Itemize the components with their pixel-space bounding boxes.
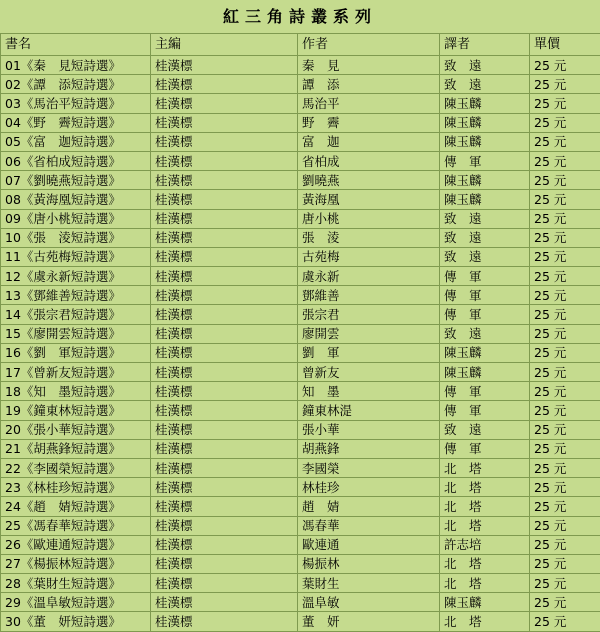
table-row	[1, 439, 600, 458]
table-row	[1, 56, 600, 75]
cell-translator: 北 塔	[440, 478, 530, 497]
cell-editor: 桂漢標	[151, 593, 298, 612]
cell-editor: 桂漢標	[151, 363, 298, 382]
cell-editor: 桂漢標	[151, 516, 298, 535]
cell-price: 25 元	[530, 171, 600, 190]
cell-price: 25 元	[530, 420, 600, 439]
cell-translator: 陳玉麟	[440, 343, 530, 362]
cell-book: 16《劉 軍短詩選》	[1, 343, 151, 362]
cell-translator: 陳玉麟	[440, 94, 530, 113]
cell-book: 27《楊振林短詩選》	[1, 554, 151, 573]
cell-editor: 桂漢標	[151, 554, 298, 573]
cell-book: 15《廖開雲短詩選》	[1, 324, 151, 343]
cell-editor: 桂漢標	[151, 75, 298, 94]
book-table	[0, 33, 600, 632]
table-row	[1, 324, 600, 343]
cell-translator: 北 塔	[440, 458, 530, 477]
cell-editor: 桂漢標	[151, 151, 298, 170]
table-row	[1, 535, 600, 554]
cell-price: 25 元	[530, 439, 600, 458]
cell-author: 胡燕鋒	[298, 439, 440, 458]
cell-price: 25 元	[530, 151, 600, 170]
cell-price: 25 元	[530, 113, 600, 132]
table-row	[1, 267, 600, 286]
cell-translator: 傳 軍	[440, 305, 530, 324]
cell-book: 14《張宗君短詩選》	[1, 305, 151, 324]
cell-book: 24《趙 婧短詩選》	[1, 497, 151, 516]
cell-translator: 致 遠	[440, 56, 530, 75]
table-row	[1, 458, 600, 477]
cell-price: 25 元	[530, 247, 600, 266]
cell-translator: 傳 軍	[440, 267, 530, 286]
header-book: 書名	[1, 34, 151, 56]
cell-price: 25 元	[530, 286, 600, 305]
cell-translator: 致 遠	[440, 420, 530, 439]
cell-author: 張 淩	[298, 228, 440, 247]
header-editor: 主編	[151, 34, 298, 56]
cell-author: 曾新友	[298, 363, 440, 382]
cell-book: 09《唐小桃短詩選》	[1, 209, 151, 228]
table-row	[1, 171, 600, 190]
cell-editor: 桂漢標	[151, 535, 298, 554]
table-row	[1, 420, 600, 439]
header-price: 單價	[530, 34, 600, 56]
cell-editor: 桂漢標	[151, 401, 298, 420]
cell-book: 05《富 迦短詩選》	[1, 132, 151, 151]
table-row	[1, 554, 600, 573]
cell-editor: 桂漢標	[151, 113, 298, 132]
cell-price: 25 元	[530, 478, 600, 497]
cell-translator: 北 塔	[440, 574, 530, 593]
cell-author: 劉 軍	[298, 343, 440, 362]
cell-author: 廖開雲	[298, 324, 440, 343]
cell-editor: 桂漢標	[151, 247, 298, 266]
header-row	[1, 34, 600, 56]
cell-price: 25 元	[530, 343, 600, 362]
table-row	[1, 94, 600, 113]
cell-price: 25 元	[530, 94, 600, 113]
cell-editor: 桂漢標	[151, 132, 298, 151]
cell-author: 譚 添	[298, 75, 440, 94]
cell-author: 溫阜敏	[298, 593, 440, 612]
cell-translator: 北 塔	[440, 612, 530, 631]
table-row	[1, 612, 600, 631]
table-row	[1, 75, 600, 94]
cell-price: 25 元	[530, 305, 600, 324]
cell-book: 20《張小華短詩選》	[1, 420, 151, 439]
cell-author: 富 迦	[298, 132, 440, 151]
cell-translator: 致 遠	[440, 324, 530, 343]
cell-translator: 陳玉麟	[440, 171, 530, 190]
cell-book: 29《溫阜敏短詩選》	[1, 593, 151, 612]
cell-editor: 桂漢標	[151, 382, 298, 401]
table-row	[1, 247, 600, 266]
cell-editor: 桂漢標	[151, 171, 298, 190]
cell-book: 25《馮春華短詩選》	[1, 516, 151, 535]
cell-book: 07《劉曉燕短詩選》	[1, 171, 151, 190]
cell-price: 25 元	[530, 593, 600, 612]
cell-editor: 桂漢標	[151, 612, 298, 631]
cell-book: 19《鐘東林短詩選》	[1, 401, 151, 420]
cell-author: 秦 見	[298, 56, 440, 75]
cell-translator: 陳玉麟	[440, 363, 530, 382]
cell-price: 25 元	[530, 458, 600, 477]
cell-author: 鐘東林湜	[298, 401, 440, 420]
cell-author: 葉財生	[298, 574, 440, 593]
cell-editor: 桂漢標	[151, 56, 298, 75]
cell-translator: 陳玉麟	[440, 132, 530, 151]
table-row	[1, 516, 600, 535]
table-row	[1, 209, 600, 228]
cell-book: 26《歐連通短詩選》	[1, 535, 151, 554]
cell-editor: 桂漢標	[151, 439, 298, 458]
cell-author: 省柏成	[298, 151, 440, 170]
cell-editor: 桂漢標	[151, 574, 298, 593]
cell-editor: 桂漢標	[151, 209, 298, 228]
cell-translator: 許志培	[440, 535, 530, 554]
cell-author: 馮春華	[298, 516, 440, 535]
cell-author: 虞永新	[298, 267, 440, 286]
cell-book: 06《省柏成短詩選》	[1, 151, 151, 170]
cell-author: 黃海凰	[298, 190, 440, 209]
cell-book: 22《李國榮短詩選》	[1, 458, 151, 477]
cell-author: 鄧維善	[298, 286, 440, 305]
cell-book: 10《張 淩短詩選》	[1, 228, 151, 247]
cell-editor: 桂漢標	[151, 420, 298, 439]
cell-book: 12《虞永新短詩選》	[1, 267, 151, 286]
cell-price: 25 元	[530, 190, 600, 209]
cell-price: 25 元	[530, 516, 600, 535]
cell-translator: 北 塔	[440, 516, 530, 535]
cell-book: 02《譚 添短詩選》	[1, 75, 151, 94]
table-row	[1, 497, 600, 516]
cell-editor: 桂漢標	[151, 286, 298, 305]
table-row	[1, 132, 600, 151]
cell-author: 趙 婧	[298, 497, 440, 516]
table-row	[1, 382, 600, 401]
cell-translator: 致 遠	[440, 247, 530, 266]
cell-translator: 北 塔	[440, 554, 530, 573]
cell-editor: 桂漢標	[151, 458, 298, 477]
cell-editor: 桂漢標	[151, 343, 298, 362]
cell-translator: 陳玉麟	[440, 113, 530, 132]
cell-author: 知 墨	[298, 382, 440, 401]
cell-editor: 桂漢標	[151, 497, 298, 516]
page-title: 紅三角詩叢系列	[0, 0, 600, 33]
header-translator: 譯者	[440, 34, 530, 56]
table-row	[1, 343, 600, 362]
table-row	[1, 593, 600, 612]
cell-editor: 桂漢標	[151, 305, 298, 324]
cell-author: 董 妍	[298, 612, 440, 631]
cell-book: 28《葉財生短詩選》	[1, 574, 151, 593]
cell-author: 古苑梅	[298, 247, 440, 266]
cell-price: 25 元	[530, 324, 600, 343]
cell-book: 11《古苑梅短詩選》	[1, 247, 151, 266]
cell-price: 25 元	[530, 554, 600, 573]
cell-price: 25 元	[530, 497, 600, 516]
table-row	[1, 401, 600, 420]
cell-editor: 桂漢標	[151, 267, 298, 286]
cell-translator: 傳 軍	[440, 382, 530, 401]
table-row	[1, 286, 600, 305]
cell-editor: 桂漢標	[151, 324, 298, 343]
cell-author: 歐連通	[298, 535, 440, 554]
cell-price: 25 元	[530, 574, 600, 593]
cell-translator: 致 遠	[440, 209, 530, 228]
cell-price: 25 元	[530, 612, 600, 631]
cell-price: 25 元	[530, 363, 600, 382]
cell-author: 張小華	[298, 420, 440, 439]
table-row	[1, 574, 600, 593]
cell-book: 01《秦 見短詩選》	[1, 56, 151, 75]
cell-author: 林桂珍	[298, 478, 440, 497]
cell-price: 25 元	[530, 228, 600, 247]
cell-translator: 傳 軍	[440, 439, 530, 458]
cell-translator: 傳 軍	[440, 286, 530, 305]
cell-price: 25 元	[530, 535, 600, 554]
cell-translator: 致 遠	[440, 228, 530, 247]
cell-book: 04《野 霽短詩選》	[1, 113, 151, 132]
cell-price: 25 元	[530, 56, 600, 75]
cell-book: 21《胡燕鋒短詩選》	[1, 439, 151, 458]
cell-author: 野 霽	[298, 113, 440, 132]
cell-price: 25 元	[530, 209, 600, 228]
cell-book: 23《林桂珍短詩選》	[1, 478, 151, 497]
cell-author: 馬治平	[298, 94, 440, 113]
table-row	[1, 478, 600, 497]
cell-book: 18《知 墨短詩選》	[1, 382, 151, 401]
cell-translator: 傳 軍	[440, 151, 530, 170]
cell-editor: 桂漢標	[151, 478, 298, 497]
cell-editor: 桂漢標	[151, 228, 298, 247]
cell-author: 劉曉燕	[298, 171, 440, 190]
cell-price: 25 元	[530, 382, 600, 401]
table-row	[1, 151, 600, 170]
table-row	[1, 363, 600, 382]
cell-author: 楊振林	[298, 554, 440, 573]
cell-author: 李國榮	[298, 458, 440, 477]
cell-price: 25 元	[530, 401, 600, 420]
cell-editor: 桂漢標	[151, 190, 298, 209]
cell-editor: 桂漢標	[151, 94, 298, 113]
table-row	[1, 190, 600, 209]
cell-book: 08《黃海凰短詩選》	[1, 190, 151, 209]
cell-book: 30《董 妍短詩選》	[1, 612, 151, 631]
cell-translator: 陳玉麟	[440, 593, 530, 612]
table-row	[1, 305, 600, 324]
cell-price: 25 元	[530, 267, 600, 286]
cell-translator: 傳 軍	[440, 401, 530, 420]
cell-price: 25 元	[530, 132, 600, 151]
cell-book: 17《曾新友短詩選》	[1, 363, 151, 382]
header-author: 作者	[298, 34, 440, 56]
cell-price: 25 元	[530, 75, 600, 94]
cell-translator: 致 遠	[440, 75, 530, 94]
cell-book: 03《馬治平短詩選》	[1, 94, 151, 113]
table-row	[1, 113, 600, 132]
cell-translator: 陳玉麟	[440, 190, 530, 209]
table-row	[1, 228, 600, 247]
cell-author: 唐小桃	[298, 209, 440, 228]
cell-translator: 北 塔	[440, 497, 530, 516]
cell-book: 13《鄧維善短詩選》	[1, 286, 151, 305]
cell-author: 張宗君	[298, 305, 440, 324]
